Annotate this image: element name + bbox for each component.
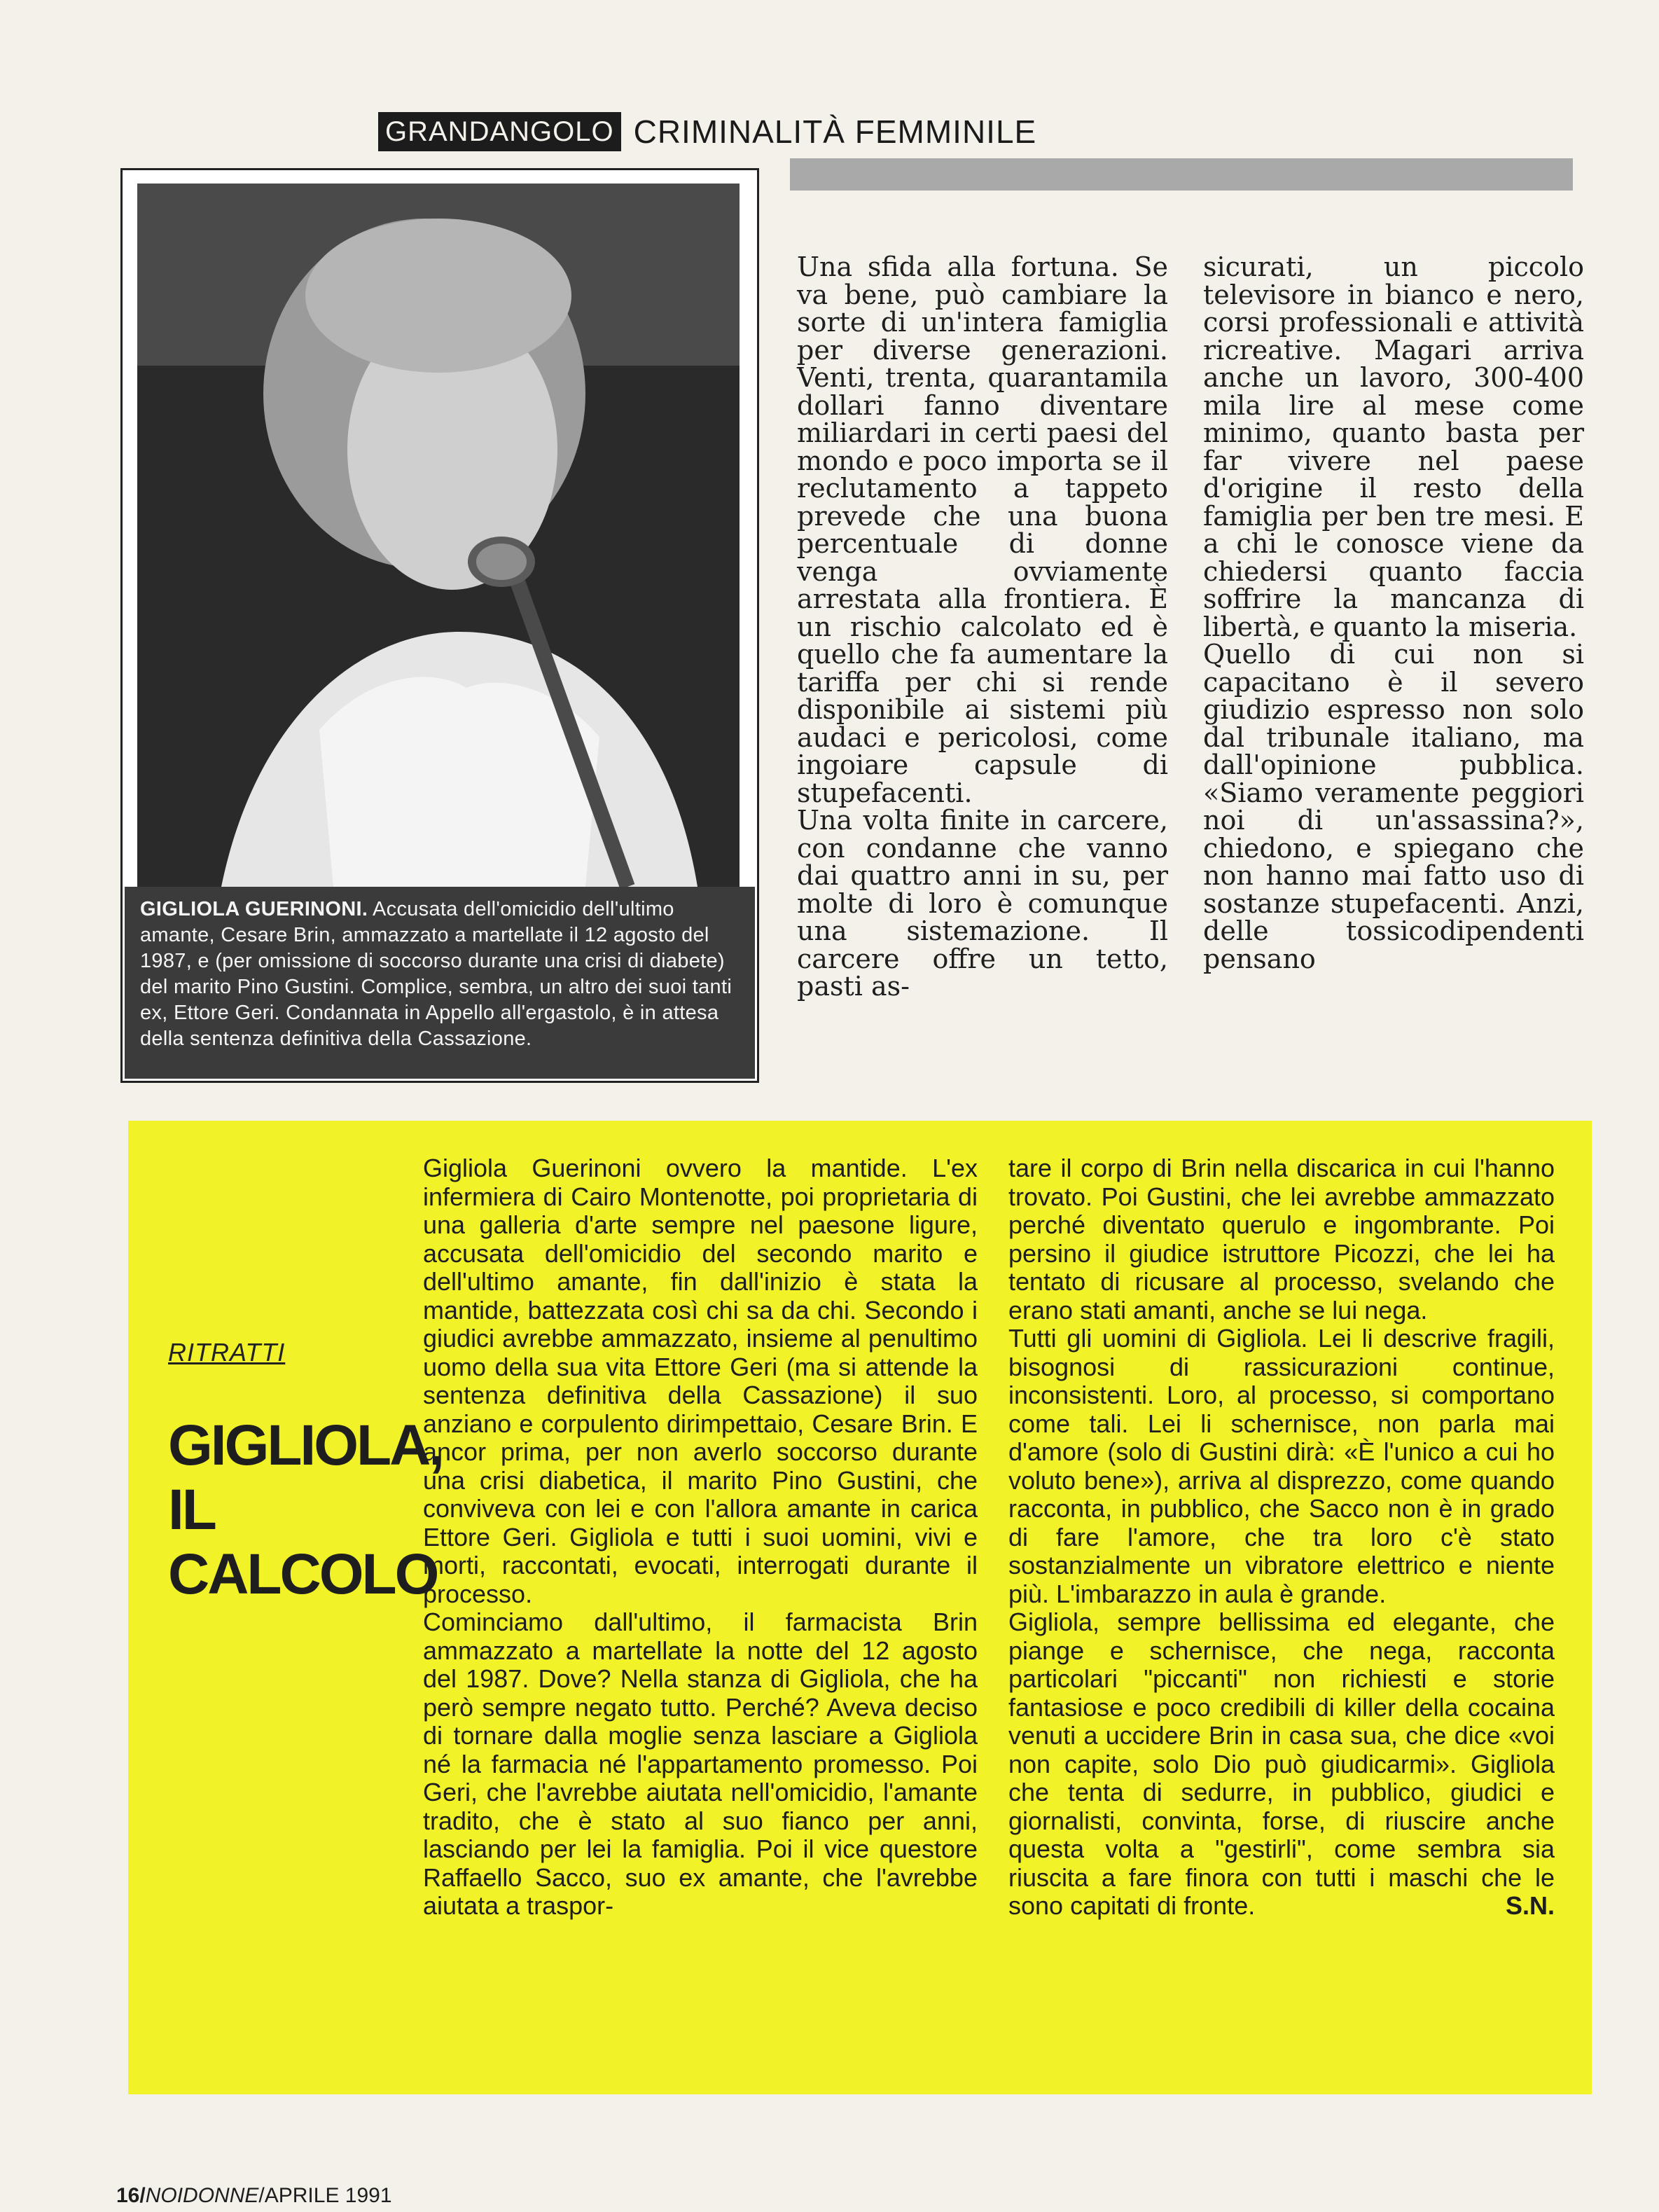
box-paragraph: tare il corpo di Brin nella discarica in cui l'hanno trovato. Poi Gustini, che lei avrebbe ammazzato perché diventato querulo e ingombrante. Poi persino il giudice istruttore Picozzi, che lei ha tentato di ricusare al processo, svelando che erano stati amanti, anche se lui nega.	[1008, 1154, 1555, 1325]
section-title: CRIMINALITÀ FEMMINILE	[633, 113, 1037, 150]
headline-line: IL	[168, 1478, 215, 1542]
portrait-illustration	[137, 184, 740, 887]
headline-line: CALCOLO	[168, 1542, 438, 1606]
page-number: 16/	[116, 2184, 146, 2207]
box-paragraph: Gigliola Guerinoni ovvero la mantide. L'ex infermiera di Cairo Montenotte, poi proprietaria di una galleria d'arte sempre nel paesone ligure, accusata dell'omicidio del secondo marito e dell'ultimo amante, fin dall'inizio è stata la mantide, battezzata così chi sa da chi. Secondo i giudici avrebbe ammazzato, insieme al penultimo uomo della sua vita Ettore Geri (ma si attende la sentenza definitiva della Cassazione) il suo anziano e corpulento dirimpettaio, Cesare Brin. E ancor prima, per non averlo soccorso durante una crisi diabetica, il marito Pino Gustini, che conviveva con lei e con l'allora amante in carica Ettore Geri. Gigliola e tutti i suoi uomini, vivi e morti, raccontati, evocati, interrogati durante il processo.	[423, 1154, 978, 1608]
section-tag: GRANDANGOLO	[378, 112, 621, 151]
page-footer	[116, 2184, 392, 2208]
box-paragraph	[1008, 1608, 1555, 1921]
photo-caption	[125, 887, 755, 1079]
box-column-2	[1008, 1154, 1555, 1921]
article-paragraph: sicurati, un piccolo televisore in bianco e nero, corsi professionali e attività ricreative. Magari arriva anche un lavoro, 300-400 mila lire al mese come minimo, quanto basta per far vivere nel paese d'origine il resto della famiglia per ben tre mesi. E a chi le conosce viene da chiedersi quanto faccia soffrire la mancanza di libertà, e quanto la miseria.	[1203, 251, 1584, 642]
box-kicker: RITRATTI	[168, 1338, 286, 1367]
box-paragraph: Cominciamo dall'ultimo, il farmacista Brin ammazzato a martellate la notte del 12 agosto del 1987. Dove? Nella stanza di Gigliola, che ha però sempre negato tutto. Perché? Aveva deciso di tornare dalla moglie senza lasciare a Gigliola né la farmacia né l'appartamento promesso. Poi Geri, che l'avrebbe aiutata nell'omicidio, l'amante tradito, che è stato al suo fianco per anni, lasciando per lei la famiglia. Poi il vice questore Raffaello Sacco, suo ex amante, che l'avrebbe aiutata a traspor-	[423, 1608, 978, 1920]
magazine-name: NOIDONNE	[145, 2184, 259, 2207]
article-column-1	[797, 251, 1168, 1002]
portrait-photo	[137, 184, 740, 887]
article-paragraph: Una sfida alla fortuna. Se va bene, può cambiare la sorte di un'intera famiglia per diverse generazioni. Venti, trenta, quarantamila dollari fanno diventare miliardari in certi paesi del mondo e poco importa se il reclutamento a tappeto prevede che una buona percentuale di donne venga ovviamente arrestata alla frontiera. È un rischio calcolato ed è quello che fa aumentare la tariffa per chi si rende disponibile ai sistemi più audaci e pericolosi, come ingoiare capsule di stupefacenti.	[797, 251, 1168, 808]
box-paragraph: Tutti gli uomini di Gigliola. Lei li descrive fragili, bisognosi di rassicurazioni continue, inconsistenti. Loro, al processo, si comportano come tali. Lei li schernisce, non parla mai d'amore (solo di Gustini dirà: «È l'unico a cui ho voluto bene»), arriva al disprezzo, come quando racconta, in pubblico, che Sacco non è in grado di fare l'amore, che tra loro c'è stato sostanzialmente un vibratore elettrico e niente più. L'imbarazzo in aula è grande.	[1008, 1324, 1555, 1608]
section-header	[378, 112, 1036, 151]
article-paragraph: Una volta finite in carcere, con condanne che vanno dai quattro anni in su, per molte di loro è comunque una sistemazione. Il carcere offre un tetto, pasti as-	[797, 805, 1168, 1002]
caption-name: GIGLIOLA GUERINONI.	[140, 898, 368, 920]
decorative-bar	[790, 158, 1573, 191]
box-headline	[168, 1413, 443, 1607]
author-signature: S.N.	[1505, 1891, 1555, 1920]
box-paragraph-text: Gigliola, sempre bellissima ed elegante, che piange e schernisce, che nega, racconta particolari "piccanti" non richiesti e storie fantasiose e poco credibili di killer della cocaina venuti a uccidere Brin in casa sua, che dice «voi non capite, solo Dio può giudicarmi». Gigliola che tenta di sedurre, in pubblico, giudici e giornalisti, convinta, forse, di riuscire anche questa volta a "gestirli", come sembra sia riuscita a fare finora con tutti i maschi che le sono capitati di fronte.	[1008, 1608, 1555, 1920]
caption-text: Accusata dell'omicidio dell'ultimo amante, Cesare Brin, ammazzato a martellate il 12 agosto del 1987, e (per omissione di soccorso durante una crisi di diabete) del marito Pino Gustini. Complice, sembra, un altro dei suoi tanti ex, Ettore Geri. Condannata in Appello all'ergastolo, è in attesa della sentenza definitiva della Cassazione.	[140, 898, 733, 1050]
article-column-2	[1203, 251, 1584, 974]
box-column-1	[423, 1154, 978, 1921]
headline-line: GIGLIOLA,	[168, 1413, 443, 1477]
article-paragraph: Quello di cui non si capacitano è il severo giudizio espresso non solo dal tribunale italiano, ma dall'opinione pubblica. «Siamo veramente peggiori noi di un'assassina?», chiedono, e spiegano che non hanno mai fatto uso di sostanze stupefacenti. Anzi, delle tossicodipendenti pensano	[1203, 639, 1584, 974]
issue-date: /APRILE 1991	[258, 2184, 392, 2207]
